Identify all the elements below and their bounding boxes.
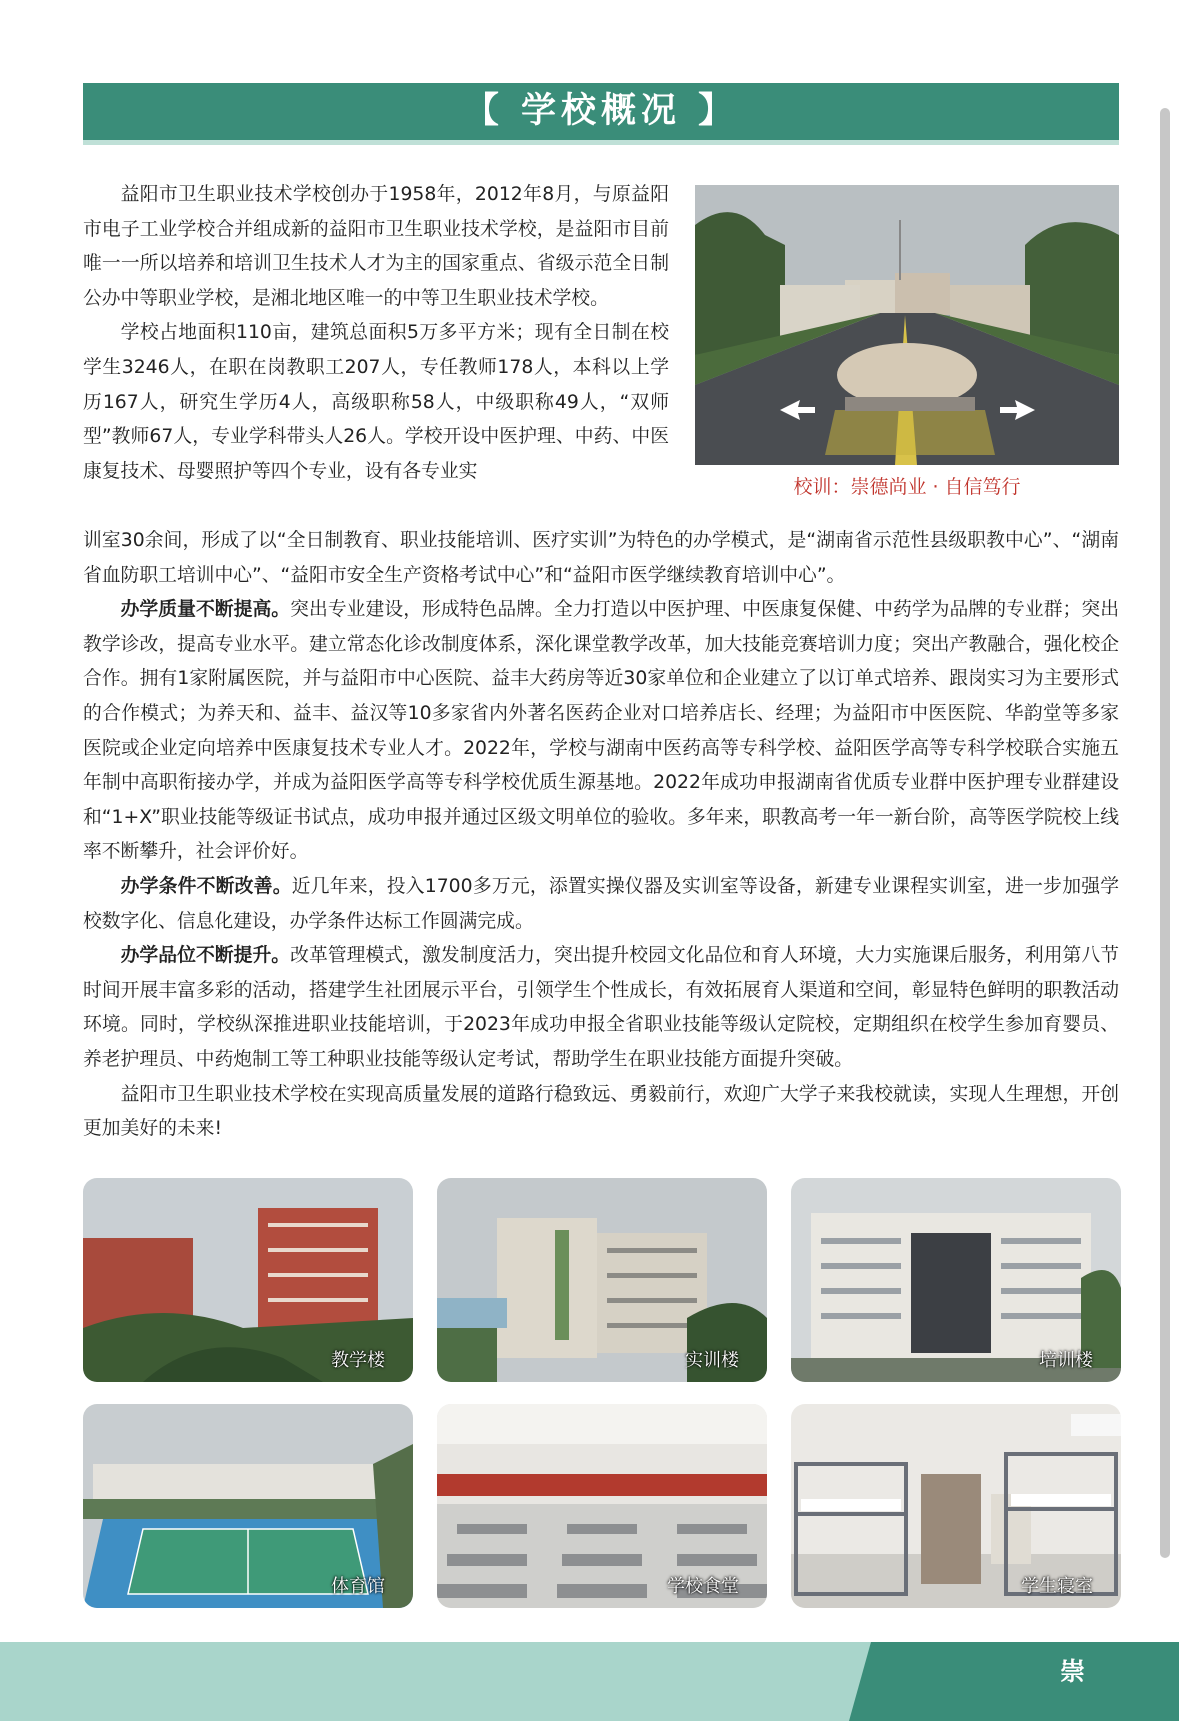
photo-teaching-building [83,1178,413,1382]
photo-canteen [437,1404,767,1608]
campus-road-photo [695,185,1119,465]
section-paragraph [83,939,1119,1077]
section-text: 近几年来，投入1700多万元，添置实操仪器及实训室等设备，新建专业课程实训室，进一步加强学校数字化、信息化建设，办学条件达标工作圆满完成。 [83,875,1119,932]
photo-label: 教学楼 [331,1350,385,1371]
photo-label: 培训楼 [1039,1350,1093,1371]
section-text: 突出专业建设，形成特色品牌。全力打造以中医护理、中医康复保健、中药学为品牌的专业群；突出教学诊改，提高专业水平。建立常态化诊改制度体系，深化课堂教学改革，加大技能竞赛培训力度；突出产教融合，强化校企合作。拥有1家附属医院，并与益阳市中心医院、益丰大药房等近30家单位和企业建立了以订单式培养、跟岗实习为主要形式的合作模式；为养天和、益丰、益汉等10多家省内外著名医药企业对口培养店长、经理；为益阳市中医医院、华韵堂等多家医院或企业定向培养中医康复技术专业人才。2022年，学校与湖南中医药高等专科学校、益阳医学高等专科学校联合实施五年制中高职衔接办学，并成为益阳医学高等专科学校优质生源基地。2022年成功申报湖南省优质专业群中医护理专业群建设和“1+X”职业技能等级证书试点，成功申报并通过区级文明单位的验收。多年来，职教高考一年一新台阶，高等医学院校上线率不断攀升，社会评价好。 [83,599,1120,863]
photo-dormitory [791,1404,1121,1608]
intro-text [83,178,669,489]
photo-gymnasium [83,1404,413,1608]
footer-tab [849,1642,1179,1721]
photo-label: 学生寝室 [1021,1576,1093,1597]
page-title: 【 学校概况 】 [463,91,739,131]
photo-label: 实训楼 [685,1350,739,1371]
closing-paragraph: 益阳市卫生职业技术学校在实现高质量发展的道路行稳致远、勇毅前行，欢迎广大学子来我校就读，实现人生理想，开创更加美好的未来! [83,1083,1119,1140]
section-paragraph [83,593,1119,870]
footer-text: 崇 [1060,1657,1086,1686]
intro-paragraph: 益阳市卫生职业技术学校创办于1958年，2012年8月，与原益阳市电子工业学校合并组成新的益阳市卫生职业技术学校，是益阳市目前唯一一所以培养和培训卫生技术人才为主的国家重点、省级示范全日制公办中等职业学校，是湘北地区唯一的中等卫生职业技术学校。 [83,184,669,309]
scrollbar[interactable] [1160,108,1170,1558]
continuation-paragraph: 训室30余间，形成了以“全日制教育、职业技能培训、医疗实训”为特色的办学模式，是“湖南省示范性县级职教中心”、“湖南省血防职工培训中心”、“益阳市安全生产资格考试中心”和“益阳市医学继续教育培训中心”。 [83,530,1119,586]
section-heading: 办学质量不断提高。 [120,599,291,621]
section-heading: 办学条件不断改善。 [120,875,292,897]
section-paragraph [83,870,1119,939]
intro-paragraph: 学校占地面积110亩，建筑总面积5万多平方米；现有全日制在校学生3246人，在职在岗教职工207人，专任教师178人，本科以上学历167人，研究生学历4人，高级职称58人，中级职称49人，“双师型”教师67人，专业学科带头人26人。学校开设中医护理、中药、中医康复技术、母婴照护等四个专业，设有各专业实 [83,322,669,482]
school-motto-caption: 校训：崇德尚业 · 自信笃行 [793,476,1021,498]
photo-label: 学校食堂 [667,1576,739,1597]
section-heading: 办学品位不断提升。 [120,945,291,967]
main-text [83,524,1119,1147]
title-underline [83,140,1119,145]
photo-training-building [437,1178,767,1382]
photo-label: 体育馆 [331,1576,385,1597]
photo-training-center [791,1178,1121,1382]
section-text: 改革管理模式，激发制度活力，突出提升校园文化品位和育人环境，大力实施课后服务，利用第八节时间开展丰富多彩的活动，搭建学生社团展示平台，引领学生个性成长，有效拓展育人渠道和空间，彰显特色鲜明的职教活动环境。同时，学校纵深推进职业技能培训，于2023年成功申报全省职业技能等级认定院校，定期组织在校学生参加育婴员、养老护理员、中药炮制工等工种职业技能等级认定考试，帮助学生在职业技能方面提升突破。 [83,945,1120,1070]
